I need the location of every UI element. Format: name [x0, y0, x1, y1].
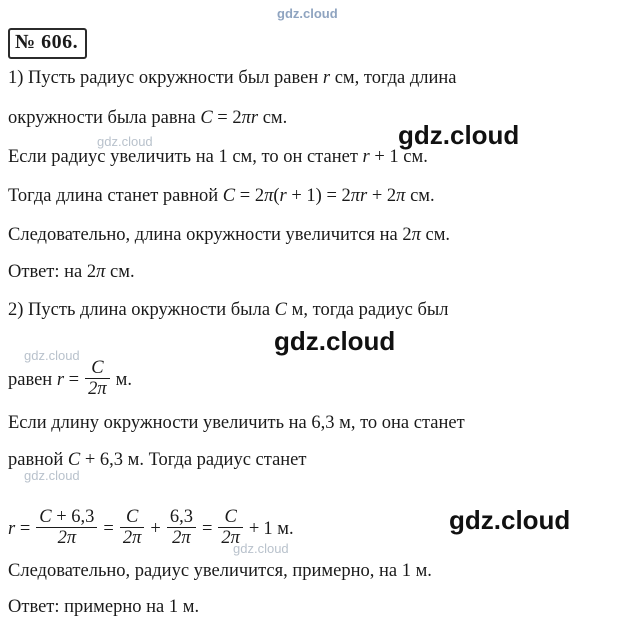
formula-tail: 1 м.: [263, 518, 294, 539]
watermark-overlay: gdz.cloud: [449, 505, 571, 535]
watermark: gdz.cloud: [233, 541, 289, 556]
fraction-denominator: 2π: [36, 527, 97, 548]
solution-line: Если длину окружности увеличить на 6,3 м, то она станет: [8, 413, 465, 433]
watermark-top: gdz.cloud: [277, 6, 338, 21]
watermark-overlay: gdz.cloud: [398, 120, 520, 150]
fraction-numerator: C: [91, 358, 104, 378]
solution-line: окружности была равна C = 2πr см.: [8, 108, 288, 128]
equals-sign: =: [201, 518, 213, 539]
solution-formula-main: r = $\frac{C + 6,3}{2\pi}$ = $\frac{C}{2\pi}$ + $\frac{6,3}{2\pi}$ = $\frac{C}{2\pi}$ + 1 м.: [8, 507, 294, 549]
plus-sign: +: [248, 518, 260, 539]
fraction-numerator: 6,3: [169, 507, 193, 527]
fraction-numerator: C + 6,3: [39, 507, 95, 527]
solution-line: Ответ: примерно на 1 м.: [8, 597, 200, 617]
solution-line: Если радиус увеличить на 1 см, то он станет r + 1 см.: [8, 147, 428, 167]
fraction-denominator: 2π: [120, 527, 145, 548]
equals-sign: =: [103, 518, 114, 539]
plus-sign: +: [150, 518, 161, 539]
solution-line: Следовательно, длина окружности увеличится на 2π см.: [8, 225, 451, 245]
solution-line: 1) Пусть радиус окружности был равен r см, тогда длина: [8, 68, 457, 88]
solution-line: Ответ: на 2π см.: [8, 262, 135, 282]
solution-line: равной C + 6,3 м. Тогда радиус станет: [8, 450, 307, 470]
solution-line: Следовательно, радиус увеличится, примерно, на 1 м.: [8, 561, 432, 581]
fraction-numerator: C: [224, 507, 237, 527]
watermark: gdz.cloud: [24, 468, 80, 483]
solution-formula-inline: равен r = $\frac{C}{2\pi}$ м.: [8, 358, 132, 400]
watermark: gdz.cloud: [24, 348, 80, 363]
solution-line: 2) Пусть длина окружности была C м, тогда радиус был: [8, 300, 449, 320]
fraction-numerator: C: [125, 507, 139, 527]
task-number: № 606.: [8, 28, 87, 59]
fraction-denominator: 2π: [167, 527, 196, 548]
unit-label: м.: [115, 369, 132, 390]
solution-line: Тогда длина станет равной C = 2π(r + 1) = 2πr + 2π см.: [8, 186, 435, 206]
fraction-denominator: 2π: [218, 527, 243, 548]
watermark: gdz.cloud: [97, 134, 153, 149]
fraction-denominator: 2π: [85, 378, 110, 399]
watermark-overlay: gdz.cloud: [274, 326, 396, 356]
